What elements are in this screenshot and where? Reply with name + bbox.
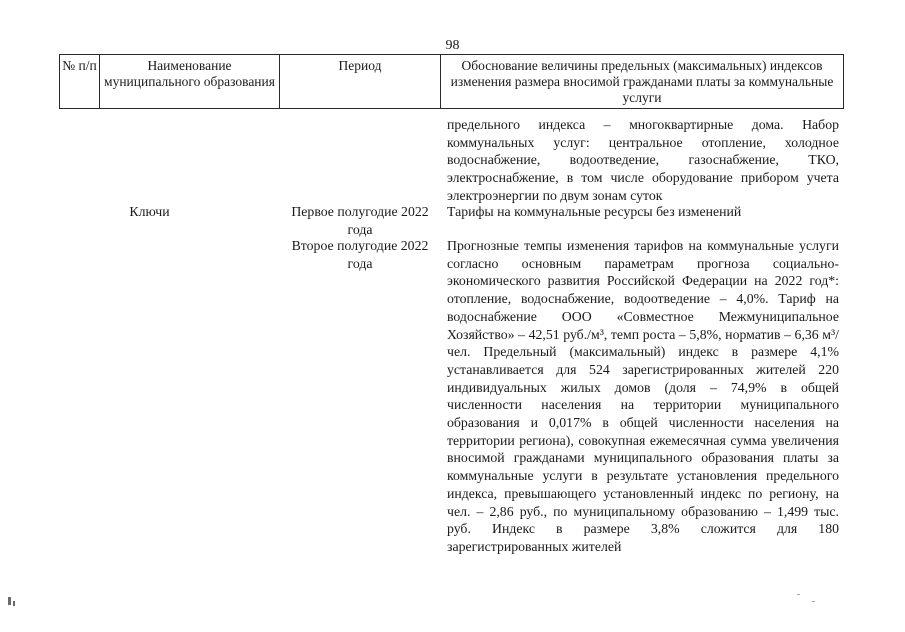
period-second-half: Второе полугодие 2022 года [291, 238, 429, 271]
page-number: 98 [445, 38, 460, 53]
period-first-half: Первое полугодие 2022 года [291, 204, 429, 237]
table-header [59, 54, 844, 109]
header-cell-number: № п/п [60, 55, 100, 109]
header-cell-municipality: Наименование муниципального образования [100, 55, 280, 109]
continuation-text [447, 116, 839, 205]
scan-artifact-mark [812, 601, 815, 602]
header-cell-justification: Обоснование величины предельных (максимальных) индексов изменения размера вносимой гражданами платы за коммунальные услуги [441, 55, 844, 109]
period-second-half-justification: Прогнозные темпы изменения тарифов на коммунальные услуги согласно основным параметрам прогноза социально-экономического развития Российской Федерации на 2022 год*: отопление, водоснабжение, водоотведение – 4,0%. Тариф на водоснабжение ООО «Совместное Межмуниципальное Хозяйство» – 42,51 руб./м³, темп роста – 5,8%, норматив – 6,36 м³/чел. Предельный (максимальный) индекс в размере 4,1% устанавливается для 524 зарегистрированных жителей 220 индивидуальных жилых домов (доля – 74,9% в общей численности населения на территории муниципального образования и 0,017% в общей численности населения на территории региона), совокупная ежемесячная сумма увеличения вносимой гражданами муниципального образования платы за коммунальные услуги в результате установления предельного индекса, превышающего установленный индекс по региону, на чел. – 2,86 руб., по муниципальному образованию – 1,499 тыс. руб. Индекс в размере 3,8% сложится для 180 зарегистрированных жителей [447, 238, 839, 554]
continuation-paragraph: предельного индекса – многоквартирные дома. Набор коммунальных услуг: центральное отопление, холодное водоснабжение, водоотведение, газоснабжение, ТКО, электроснабжение, в том числе оборудование прибором учета электроэнергии по двум зонам суток [447, 117, 839, 203]
municipality-name: Ключи [129, 204, 170, 219]
scan-artifact-mark [797, 594, 800, 595]
scan-artifact-mark [13, 601, 15, 606]
period-first-half-justification: Тарифы на коммунальные ресурсы без изменений [447, 204, 742, 219]
scan-artifact-mark [8, 597, 11, 605]
header-cell-period: Период [280, 55, 441, 109]
